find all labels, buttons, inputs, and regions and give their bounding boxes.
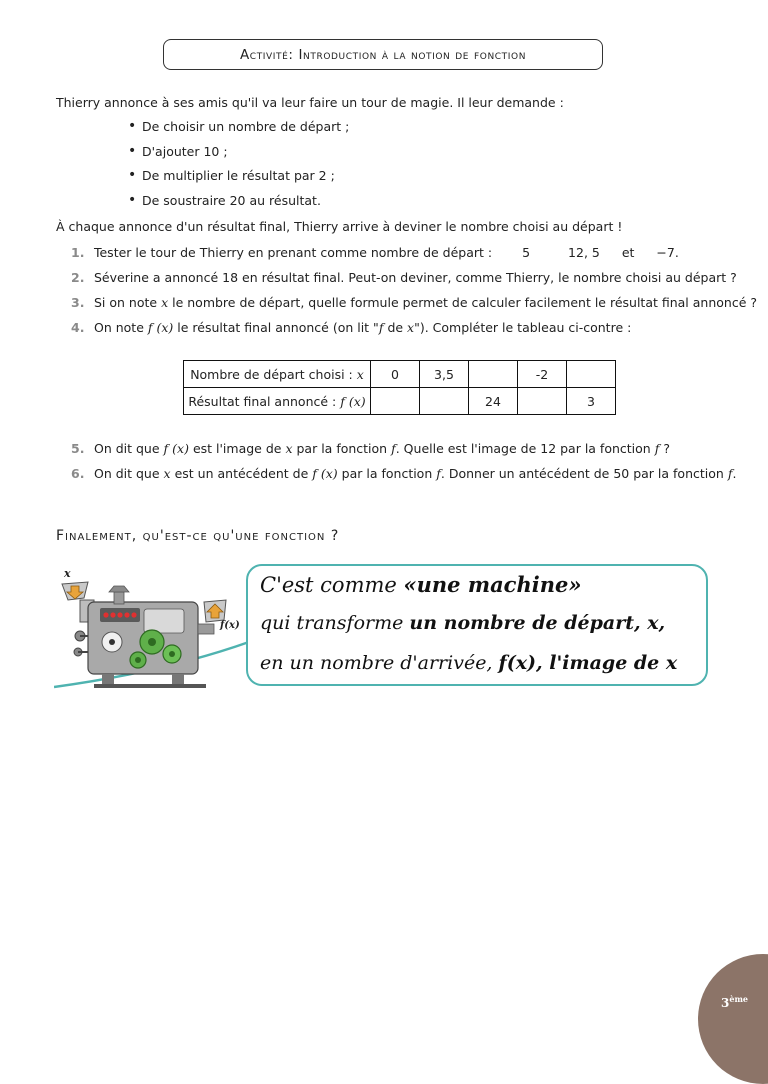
start-values (496, 245, 679, 260)
question-text: est un antécédent de (174, 466, 309, 481)
bubble-line-2: qui transforme un nombre de départ, x, (260, 612, 666, 634)
table-row-label: Résultat final annoncé : f (x) (184, 388, 371, 415)
question-1 (71, 245, 679, 260)
question-text: Si on note (93, 295, 158, 310)
table-cell (469, 361, 518, 388)
function-machine-illustration (54, 562, 254, 692)
question-text: On note (93, 320, 144, 335)
question-text: le résultat final annoncé (on lit " (177, 320, 379, 335)
math-x: x (407, 320, 415, 335)
activity-title: Activité: Introduction à la notion de fonction (163, 39, 603, 70)
question-text: On dit que (93, 441, 160, 456)
table-cell: -2 (518, 361, 567, 388)
math-x: x (163, 466, 171, 481)
question-text: Tester le tour de Thierry en prenant comme nombre de départ : (93, 245, 493, 260)
value-12-5: 12, 5 (568, 245, 600, 260)
question-text: de (387, 320, 404, 335)
table-cell: 0 (371, 361, 420, 388)
question-5 (71, 441, 670, 456)
question-number: 1. (71, 245, 85, 260)
math-f: f (654, 441, 660, 456)
intro-text: Thierry annonce à ses amis qu'il va leur faire un tour de magie. Il leur demande : (56, 95, 564, 110)
question-text: On dit que (93, 466, 160, 481)
question-text: "). Compléter le tableau ci-contre : (414, 320, 632, 335)
math-f: f (727, 466, 733, 481)
step-item: • De multiplier le résultat par 2 ; (128, 169, 349, 194)
math-fx: f (x) (312, 466, 338, 481)
final-sentence: À chaque annonce d'un résultat final, Thierry arrive à deviner le nombre choisi au départ ! (56, 219, 623, 234)
table-row (184, 361, 616, 388)
section-title: Finalement, qu'est-ce qu'une fonction ? (56, 528, 340, 544)
question-text: par la fonction (341, 466, 433, 481)
step-item: • D'ajouter 10 ; (128, 145, 349, 170)
math-f: f (378, 320, 384, 335)
bubble-line-1: C'est comme «une machine» (260, 572, 582, 597)
question-number: 6. (71, 466, 85, 481)
grade-level-label: 3ème (721, 994, 749, 1010)
value-et: et (621, 245, 635, 260)
question-text: par la fonction (296, 441, 388, 456)
question-text: Séverine a annoncé 18 en résultat final. Peut-on deviner, comme Thierry, le nombre choisi au départ ? (93, 270, 737, 285)
step-item: • De choisir un nombre de départ ; (128, 120, 349, 145)
table-cell (420, 388, 469, 415)
question-6 (71, 466, 736, 481)
question-3 (71, 295, 757, 310)
machine-input-label: x (64, 567, 71, 580)
table-row-label: Nombre de départ choisi : x (184, 361, 371, 388)
question-number: 5. (71, 441, 85, 456)
math-fx: f (x) (163, 441, 189, 456)
math-f: f (436, 466, 441, 481)
math-x: x (161, 295, 169, 310)
step-item: • De soustraire 20 au résultat. (128, 194, 349, 219)
math-f: f (391, 441, 396, 456)
question-number: 4. (71, 320, 85, 335)
definition-bubble (246, 564, 708, 686)
question-text: est l'image de (192, 441, 282, 456)
value-minus-7: −7. (656, 245, 679, 260)
table-cell: 3,5 (420, 361, 469, 388)
math-fx: f (x) (147, 320, 174, 335)
values-table (183, 360, 616, 415)
table-row (184, 388, 616, 415)
question-text: . Donner un antécédent de 50 par la fonction (440, 466, 724, 481)
table-cell: 3 (567, 388, 616, 415)
question-2 (71, 270, 737, 285)
table-cell (371, 388, 420, 415)
math-x: x (285, 441, 293, 456)
footer-corner-badge (698, 954, 768, 1084)
question-number: 2. (71, 270, 85, 285)
question-text: le nombre de départ, quelle formule permet de calculer facilement le résultat final annoncé ? (172, 295, 757, 310)
question-number: 3. (71, 295, 85, 310)
table-cell (518, 388, 567, 415)
table-cell (567, 361, 616, 388)
table-cell: 24 (469, 388, 518, 415)
question-text: ? (663, 441, 670, 456)
question-4 (71, 320, 631, 335)
question-text: . (732, 466, 737, 481)
question-text: . Quelle est l'image de 12 par la fonction (395, 441, 651, 456)
steps-list (128, 120, 349, 218)
bubble-line-3: en un nombre d'arrivée, f(x), l'image de x (260, 652, 678, 674)
machine-output-label: f(x) (220, 620, 240, 631)
value-5: 5 (522, 245, 531, 260)
